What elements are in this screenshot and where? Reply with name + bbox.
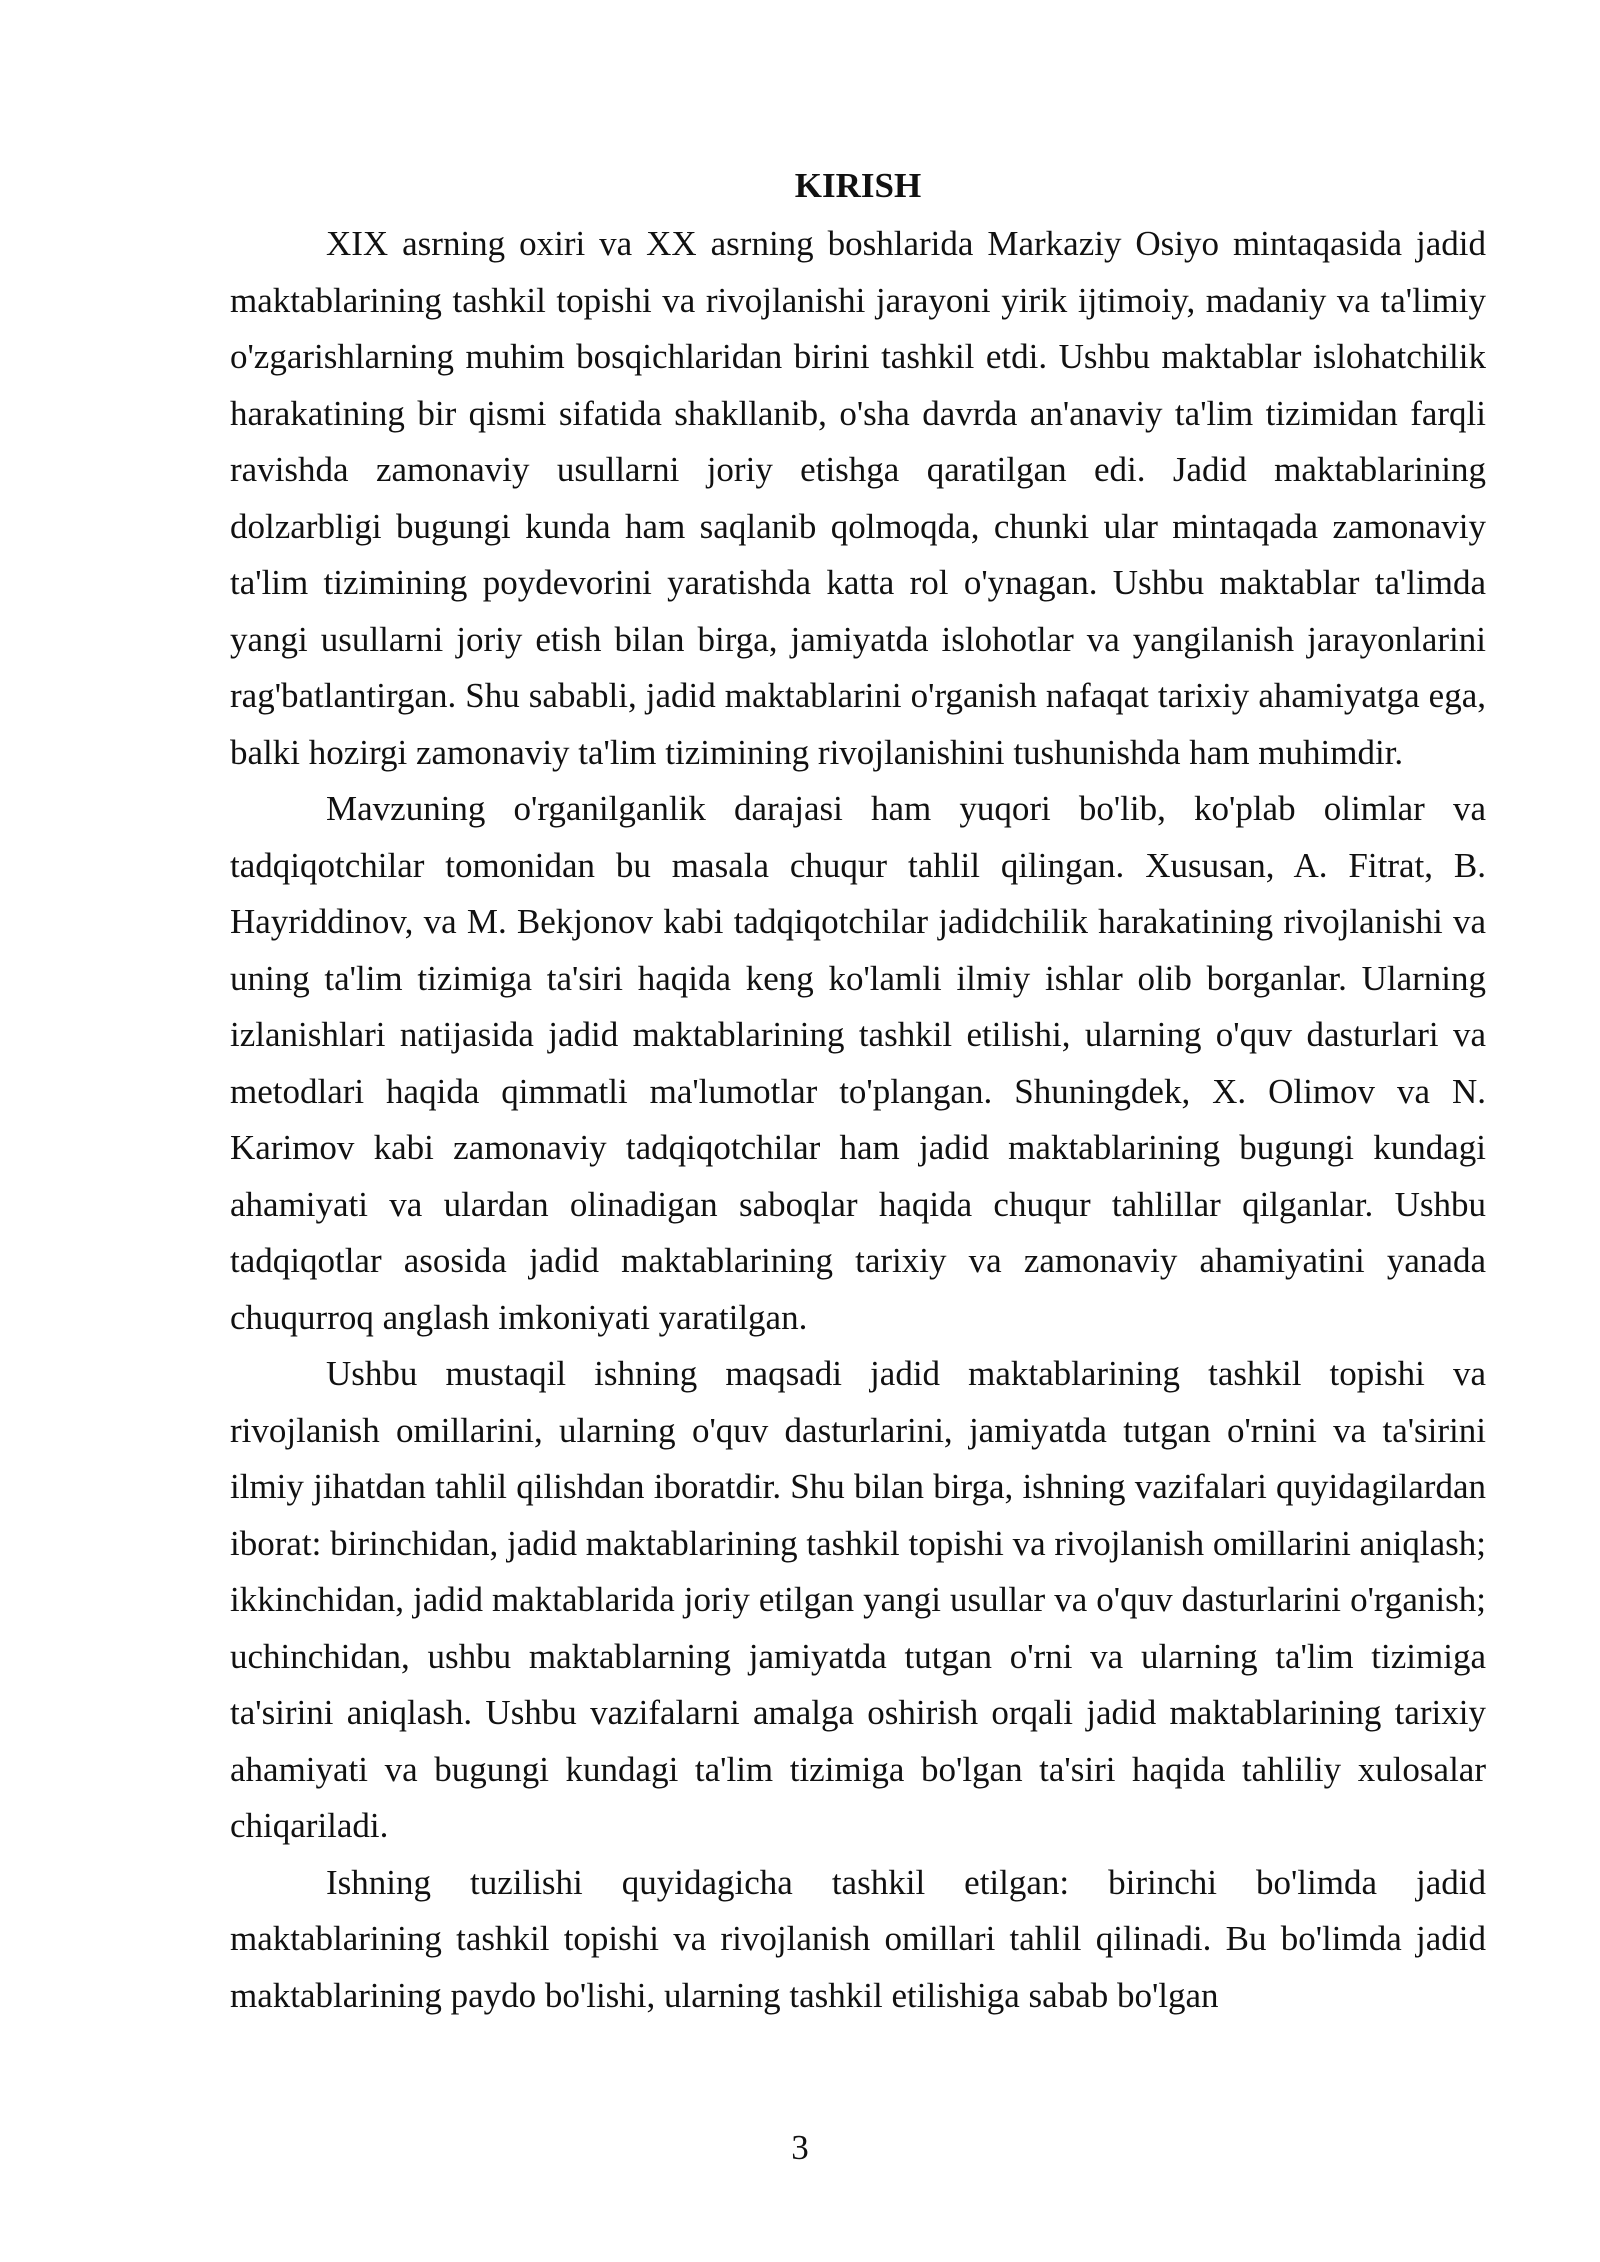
- paragraph-introduction: XIX asrning oxiri va XX asrning boshlarida Markaziy Osiyo mintaqasida jadid maktablarining tashkil topishi va rivojlanishi jarayoni yirik ijtimoiy, madaniy va ta'limiy o'zgarishlarning muhim bosqichlaridan birini tashkil etdi. Ushbu maktablar islohatchilik harakatining bir qismi sifatida shakllanib, o'sha davrda an'anaviy ta'lim tizimidan farqli ravishda zamonaviy usullarni joriy etishga qaratilgan edi. Jadid maktablarining dolzarbligi bugungi kunda ham saqlanib qolmoqda, chunki ular mintaqada zamonaviy ta'lim tizimining poydevorini yaratishda katta rol o'ynagan. Ushbu maktablar ta'limda yangi usullarni joriy etish bilan birga, jamiyatda islohotlar va yangilanish jarayonlarini rag'batlantirgan. Shu sababli, jadid maktablarini o'rganish nafaqat tarixiy ahamiyatga ega, balki hozirgi zamonaviy ta'lim tizimining rivojlanishini tushunishda ham muhimdir.: [230, 224, 1486, 772]
- paragraph-research-degree: Mavzuning o'rganilganlik darajasi ham yuqori bo'lib, ko'plab olimlar va tadqiqotchilar tomonidan bu masala chuqur tahlil qilingan. Xususan, A. Fitrat, B. Hayriddinov, va M. Bekjonov kabi tadqiqotchilar jadidchilik harakatining rivojlanishi va uning ta'lim tizimiga ta'siri haqida keng ko'lamli ilmiy ishlar olib borganlar. Ularning izlanishlari natijasida jadid maktablarining tashkil etilishi, ularning o'quv dasturlari va metodlari haqida qimmatli ma'lumotlar to'plangan. Shuningdek, X. Olimov va N. Karimov kabi zamonaviy tadqiqotchilar ham jadid maktablarining bugungi kundagi ahamiyati va ulardan olinadigan saboqlar haqida chuqur tahlillar qilganlar. Ushbu tadqiqotlar asosida jadid maktablarining tarixiy va zamonaviy ahamiyatini yanada chuqurroq anglash imkoniyati yaratilgan.: [230, 789, 1486, 1337]
- section-title: KIRISH: [794, 166, 922, 205]
- document-body: [230, 158, 1486, 2024]
- paragraph-goals-tasks: Ushbu mustaqil ishning maqsadi jadid maktablarining tashkil topishi va rivojlanish omillarini, ularning o'quv dasturlarini, jamiyatda tutgan o'rnini va ta'sirini ilmiy jihatdan tahlil qilishdan iboratdir. Shu bilan birga, ishning vazifalari quyidagilardan iborat: birinchidan, jadid maktablarining tashkil topishi va rivojlanish omillarini aniqlash; ikkinchidan, jadid maktablarida joriy etilgan yangi usullar va o'quv dasturlarini o'rganish; uchinchidan, ushbu maktablarning jamiyatda tutgan o'rni va ularning ta'lim tizimiga ta'sirini aniqlash. Ushbu vazifalarni amalga oshirish orqali jadid maktablarining tarixiy ahamiyati va bugungi kundagi ta'lim tizimiga bo'lgan ta'siri haqida tahliliy xulosalar chiqariladi.: [230, 1354, 1486, 1845]
- paragraph-structure: Ishning tuzilishi quyidagicha tashkil etilgan: birinchi bo'limda jadid maktablarining tashkil topishi va rivojlanish omillari tahlil qilinadi. Bu bo'limda jadid maktablarining paydo bo'lishi, ularning tashkil etilishiga sabab bo'lgan: [230, 1862, 1486, 2015]
- page-number: 3: [791, 2128, 809, 2167]
